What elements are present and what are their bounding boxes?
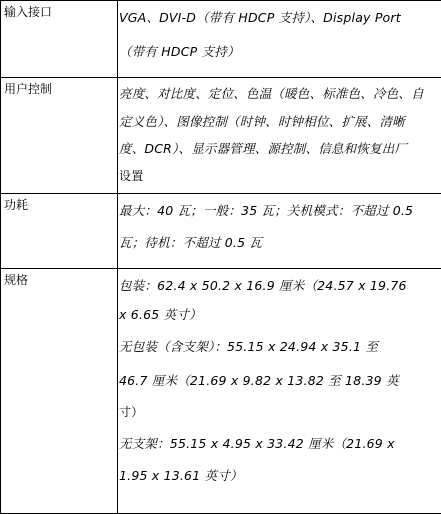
value-line: 46.7 厘米（21.69 x 9.82 x 13.82 至 18.39 英 — [119, 364, 441, 398]
value-input-interface — [118, 1, 441, 78]
value-line: 设置 — [119, 163, 441, 191]
value-line: （带有 HDCP 支持） — [119, 35, 441, 69]
row-specifications — [1, 269, 441, 514]
row-user-controls — [1, 78, 441, 194]
value-line: 瓦；待机：不超过 0.5 瓦 — [119, 226, 441, 260]
row-input-interface — [1, 1, 441, 78]
value-line: 包装：62.4 x 50.2 x 16.9 厘米（24.57 x 19.76 — [119, 271, 441, 300]
value-line: 无支架：55.15 x 4.95 x 33.42 厘米（21.69 x — [119, 427, 441, 461]
label-input-interface: 输入接口 — [1, 1, 118, 78]
value-line: 1.95 x 13.61 英寸） — [119, 461, 441, 491]
value-line: 最大：40 瓦；一般：35 瓦；关机模式：不超过 0.5 — [119, 196, 441, 226]
value-line: 亮度、对比度、定位、色温（暖色、标准色、冷色、自 — [119, 80, 441, 108]
value-line: 无包装（含支架）：55.15 x 24.94 x 35.1 至 — [119, 330, 441, 364]
row-power-consumption — [1, 194, 441, 269]
label-user-controls: 用户控制 — [1, 78, 118, 194]
label-specifications: 规格 — [1, 269, 118, 514]
value-line: x 6.65 英寸） — [119, 300, 441, 330]
value-power-consumption — [118, 194, 441, 269]
value-line: 度、DCR）、显示器管理、源控制、信息和恢复出厂 — [119, 135, 441, 163]
value-line: 寸） — [119, 398, 441, 428]
value-line: 定义色）、图像控制（时钟、时钟相位、扩展、清晰 — [119, 108, 441, 136]
label-power-consumption: 功耗 — [1, 194, 118, 269]
value-line: VGA、DVI-D（带有 HDCP 支持）、Display Port — [119, 1, 441, 35]
value-specifications — [118, 269, 441, 514]
value-user-controls — [118, 78, 441, 194]
